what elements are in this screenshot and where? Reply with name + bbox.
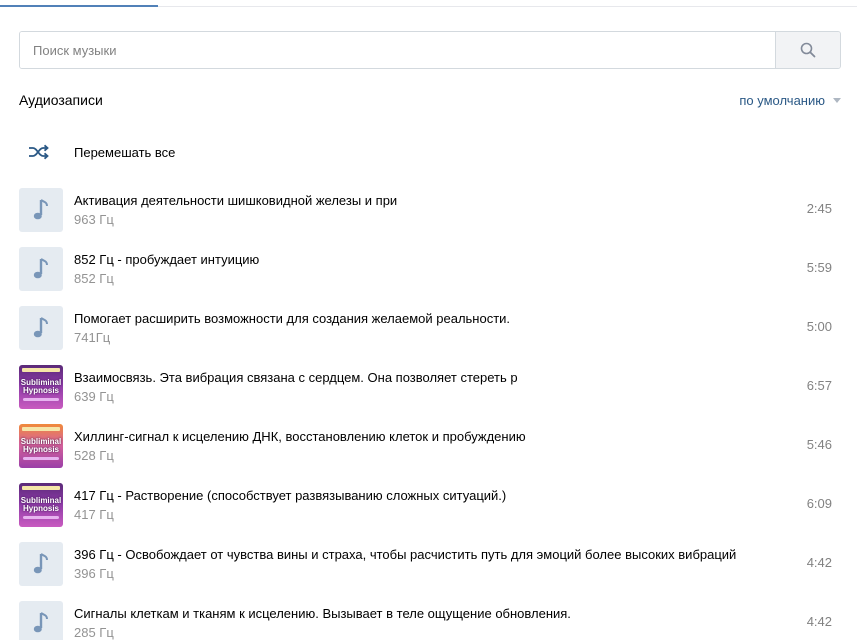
track-row[interactable] (19, 246, 841, 292)
audio-section-header (19, 90, 841, 110)
track-artist[interactable]: 417 Гц (74, 506, 114, 522)
album-art-text: Subliminal Hypnosis (20, 496, 62, 513)
track-title: Помогает расширить возможности для создания желаемой реальности. (74, 310, 511, 326)
track-artist[interactable]: 285 Гц (74, 624, 114, 640)
track-artist[interactable]: 741Гц (74, 329, 111, 345)
track-artist[interactable]: 852 Гц (74, 270, 114, 286)
section-title: Аудиозаписи (19, 92, 103, 108)
track-cover-art[interactable] (19, 424, 63, 468)
track-artist[interactable]: 528 Гц (74, 447, 114, 463)
track-row[interactable] (19, 482, 841, 528)
track-title: 396 Гц - Освобождает от чувства вины и страха, чтобы расчистить путь для эмоций более высоких вибраций (74, 546, 737, 562)
track-title: Активация деятельности шишковидной железы и при (74, 192, 398, 208)
track-duration: 4:42 (806, 614, 832, 629)
track-artist[interactable]: 639 Гц (74, 388, 114, 404)
track-title: Взаимосвязь. Эта вибрация связана с сердцем. Она позволяет стереть р (74, 369, 518, 385)
track-cover-art[interactable] (19, 483, 63, 527)
note-icon (33, 257, 49, 281)
search-button[interactable] (775, 32, 840, 68)
track-title: 417 Гц - Растворение (способствует развязыванию сложных ситуаций.) (74, 487, 507, 503)
note-icon (33, 552, 49, 576)
note-icon (33, 316, 49, 340)
sort-dropdown[interactable] (739, 93, 841, 108)
track-duration: 6:09 (806, 496, 832, 511)
track-duration: 5:00 (806, 319, 832, 334)
track-cover[interactable] (19, 306, 63, 350)
shuffle-all-button[interactable] (28, 140, 175, 164)
shuffle-icon (28, 144, 50, 160)
track-title: Хиллинг-сигнал к исцелению ДНК, восстановлению клеток и пробуждению (74, 428, 526, 444)
track-cover[interactable] (19, 247, 63, 291)
track-cover[interactable] (19, 601, 63, 640)
track-title: Сигналы клеткам и тканям к исцелению. Вызывает в теле ощущение обновления. (74, 605, 571, 621)
chevron-down-icon (833, 98, 841, 103)
track-duration: 4:42 (806, 555, 832, 570)
track-row[interactable] (19, 423, 841, 469)
track-row[interactable] (19, 600, 841, 640)
active-tab-indicator (0, 5, 158, 7)
track-artist[interactable]: 963 Гц (74, 211, 114, 227)
track-duration: 5:59 (806, 260, 832, 275)
track-cover[interactable] (19, 188, 63, 232)
album-art-text: Subliminal Hypnosis (20, 378, 62, 395)
track-cover[interactable] (19, 542, 63, 586)
sort-label: по умолчанию (739, 92, 825, 108)
shuffle-label: Перемешать все (74, 144, 176, 160)
track-row[interactable] (19, 364, 841, 410)
track-row[interactable] (19, 541, 841, 587)
note-icon (33, 611, 49, 635)
note-icon (33, 198, 49, 222)
track-duration: 5:46 (806, 437, 832, 452)
search-input[interactable] (20, 32, 775, 68)
track-duration: 6:57 (806, 378, 832, 393)
search-bar (19, 31, 841, 69)
track-row[interactable] (19, 187, 841, 233)
track-title: 852 Гц - пробуждает интуицию (74, 251, 260, 267)
track-cover-art[interactable] (19, 365, 63, 409)
track-row[interactable] (19, 305, 841, 351)
search-icon (800, 42, 816, 58)
track-duration: 2:45 (806, 201, 832, 216)
album-art-text: Subliminal Hypnosis (20, 437, 62, 454)
track-artist[interactable]: 396 Гц (74, 565, 114, 581)
